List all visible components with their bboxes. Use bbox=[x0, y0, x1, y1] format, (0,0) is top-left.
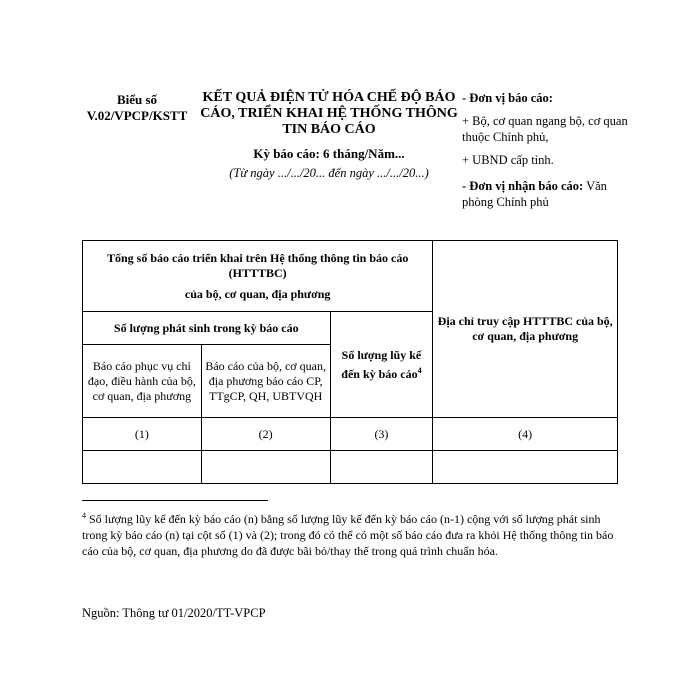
total-reports-subtitle: của bộ, cơ quan, địa phương bbox=[184, 286, 331, 301]
total-reports-header bbox=[83, 241, 433, 312]
cumulative-header-text: Số lượng lũy kế đến kỳ báo cáo bbox=[341, 347, 422, 381]
reporting-unit-label: - Đơn vị báo cáo: bbox=[462, 91, 553, 105]
footnote-divider bbox=[82, 500, 268, 501]
report-table bbox=[82, 240, 618, 484]
arising-header: Số lượng phát sinh trong kỳ báo cáo bbox=[83, 312, 331, 345]
cumulative-header bbox=[330, 312, 433, 418]
col-number-2: (2) bbox=[201, 418, 330, 451]
recipient-value: Văn phòng Chính phủ bbox=[462, 179, 607, 209]
footnote-ref-mark: 4 bbox=[417, 365, 422, 375]
empty-cell-4 bbox=[433, 451, 618, 484]
col-ministry-header: Báo cáo của bộ, cơ quan, địa phương báo cáo CP, TTgCP, QH, UBTVQH bbox=[201, 345, 330, 418]
empty-cell-1 bbox=[83, 451, 202, 484]
report-date-range: (Từ ngày .../.../20... đến ngày .../.../20...) bbox=[229, 166, 429, 180]
total-reports-title: Tổng số báo cáo triển khai trên Hệ thống thông tin báo cáo (HTTTBC) bbox=[106, 250, 409, 280]
reporting-unit-item-province: + UBND cấp tỉnh. bbox=[462, 153, 554, 167]
recipient-block bbox=[462, 178, 632, 210]
reporting-info bbox=[462, 90, 632, 217]
footnote-mark: 4 bbox=[82, 511, 86, 520]
empty-cell-2 bbox=[201, 451, 330, 484]
footnote bbox=[82, 508, 620, 559]
source-note: Nguồn: Thông tư 01/2020/TT-VPCP bbox=[82, 606, 266, 620]
access-address-header: Địa chỉ truy cập HTTTBC của bộ, cơ quan, địa phương bbox=[433, 241, 618, 418]
footnote-text: Số lượng lũy kế đến kỳ báo cáo (n) bằng số lượng lũy kế đến kỳ báo cáo (n-1) cộng với số lượng phát sinh trong kỳ báo cáo (n) tại cột số (1) và (2); trong đó có thể có một số báo cáo đưa ra khỏi Hệ thống thông tin báo cáo của bộ, cơ quan, địa phương do đã được bãi bỏ/thay thế trong quá trình chuẩn hóa. bbox=[82, 512, 614, 558]
col-direction-header: Báo cáo phục vụ chỉ đạo, điều hành của bộ, cơ quan, địa phương bbox=[83, 345, 202, 418]
col-number-4: (4) bbox=[433, 418, 618, 451]
report-title: KẾT QUẢ ĐIỆN TỬ HÓA CHẾ ĐỘ BÁO CÁO, TRIỂN KHAI HỆ THỐNG THÔNG TIN BÁO CÁO bbox=[200, 90, 458, 137]
col-number-1: (1) bbox=[83, 418, 202, 451]
reporting-unit-item-ministry: + Bộ, cơ quan ngang bộ, cơ quan thuộc Chính phủ, bbox=[462, 114, 628, 144]
empty-cell-3 bbox=[330, 451, 433, 484]
report-period: Kỳ báo cáo: 6 tháng/Năm... bbox=[253, 146, 405, 161]
recipient-label: - Đơn vị nhận báo cáo: bbox=[462, 179, 584, 193]
form-code: Biểu số V.02/VPCP/KSTT bbox=[86, 92, 188, 123]
col-number-3: (3) bbox=[330, 418, 433, 451]
